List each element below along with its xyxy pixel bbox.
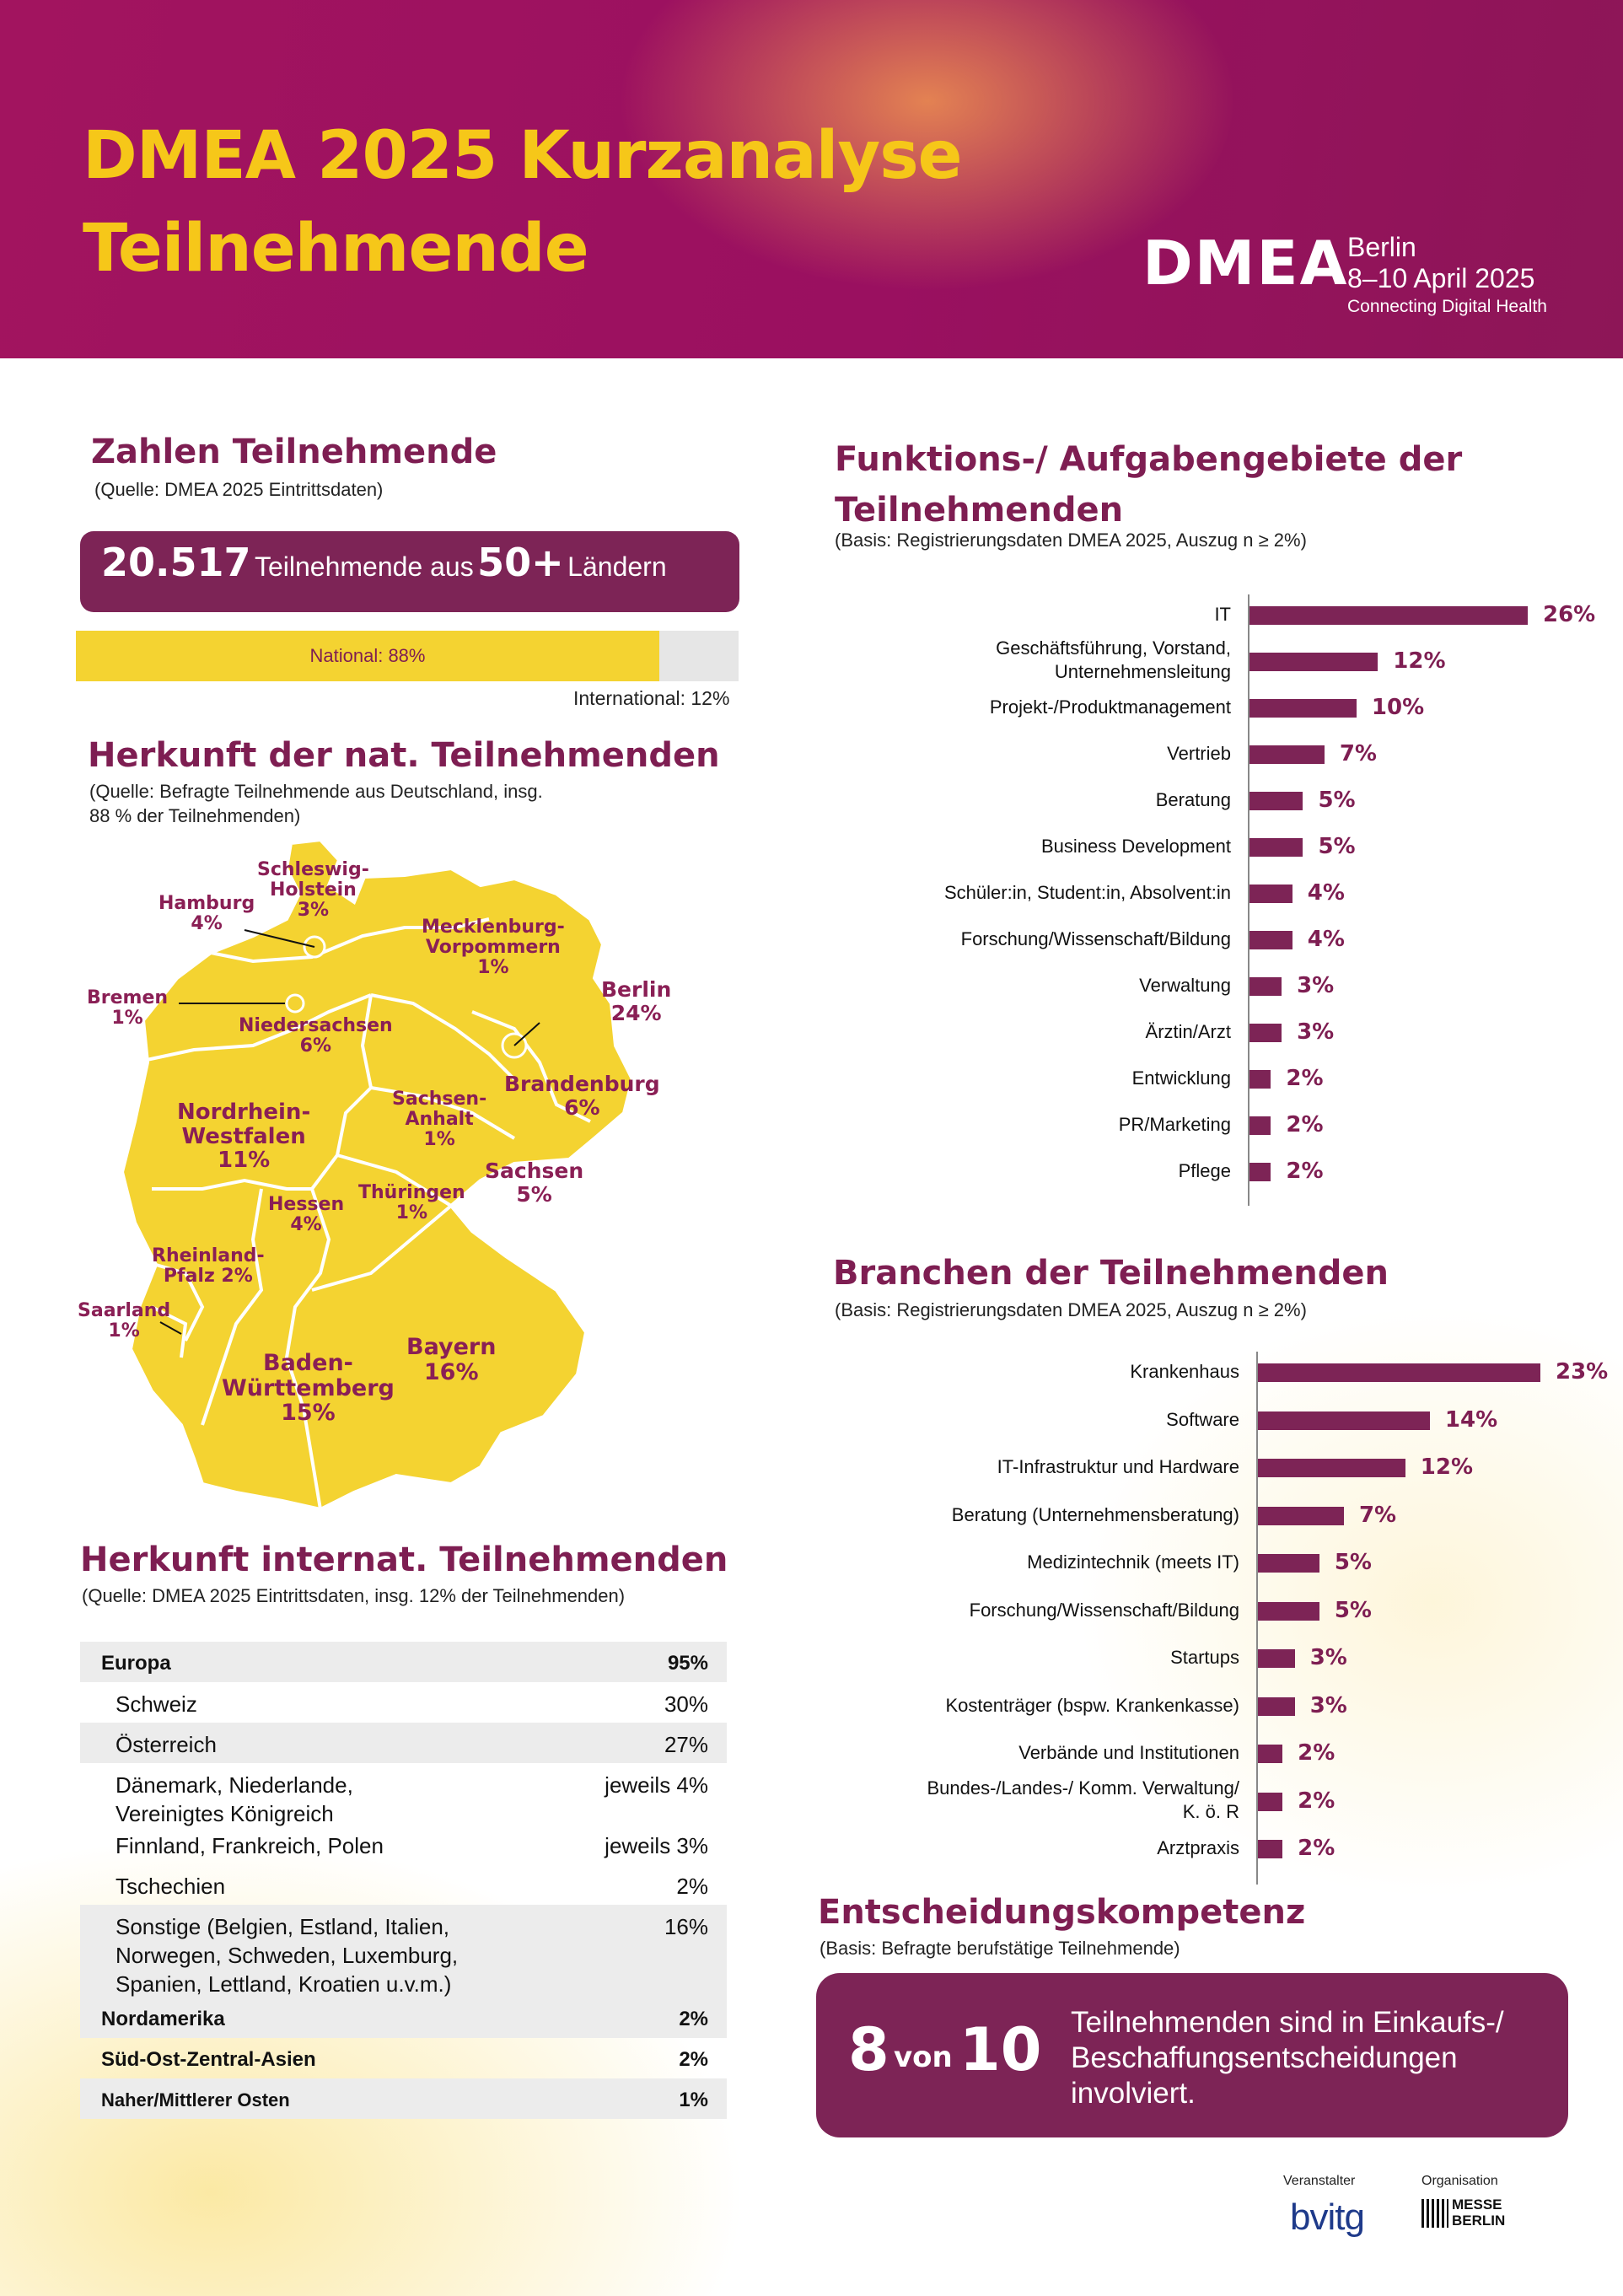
- state-label-bremen: Bremen 1%: [87, 987, 169, 1030]
- state-label-baden-wuerttemberg: Baden- Württemberg 15%: [222, 1350, 395, 1427]
- bar: [1258, 1554, 1319, 1573]
- row-value: 30%: [664, 1691, 708, 1717]
- bar: [1249, 745, 1325, 764]
- bar: [1249, 1024, 1282, 1042]
- row-value: 16%: [664, 1914, 708, 1939]
- bar-category-label: Medizintechnik (meets IT): [1027, 1551, 1239, 1573]
- bar: [1249, 885, 1292, 903]
- page-title-line2: Teilnehmende: [83, 211, 588, 287]
- table-row-finnland-frankreich-polen: [80, 1824, 727, 1864]
- bar-category-label: IT-Infrastruktur und Hardware: [997, 1456, 1239, 1477]
- bar-value-label: 10%: [1371, 695, 1425, 720]
- bar-category-label: Entwicklung: [1131, 1067, 1231, 1089]
- chart-axis: [1256, 1352, 1258, 1885]
- state-label-saarland: Saarland 1%: [78, 1300, 171, 1342]
- bar-category-label: Beratung (Unternehmensberatung): [951, 1503, 1239, 1525]
- bar: [1258, 1459, 1405, 1477]
- bar-category-label: Krankenhaus: [1130, 1361, 1239, 1382]
- row-label: Europa: [101, 1652, 171, 1675]
- bar: [1258, 1697, 1295, 1716]
- bar-category-label: Business Development: [1040, 836, 1231, 857]
- bar-value-label: 23%: [1556, 1359, 1609, 1385]
- row-value: 2%: [679, 2048, 708, 2071]
- participants-total-box: [80, 531, 739, 612]
- table-row-europa: [80, 1642, 727, 1682]
- bar-category-label: Beratung: [1155, 789, 1231, 810]
- bar: [1258, 1363, 1540, 1382]
- row-value: jeweils 3%: [605, 1833, 708, 1858]
- bar: [1249, 1070, 1271, 1089]
- bar-value-label: 12%: [1393, 648, 1446, 674]
- bremen-marker: [287, 995, 304, 1012]
- bar-category-label: Verbände und Institutionen: [1018, 1742, 1239, 1763]
- decision-von: von: [894, 2041, 953, 2074]
- state-label-nordrhein-westfalen: Nordrhein- Westfalen 11%: [177, 1100, 311, 1174]
- bar: [1249, 699, 1357, 718]
- organisation-label: Organisation: [1421, 2174, 1498, 2188]
- bar-value-label: 4%: [1307, 927, 1345, 952]
- row-label: Süd-Ost-Zentral-Asien: [101, 2048, 316, 2071]
- bar: [1258, 1649, 1295, 1668]
- state-label-sachsen: Sachsen 5%: [485, 1159, 584, 1207]
- bar-category-label: Bundes-/Landes-/ Komm. Verwaltung/ K. ö. R: [927, 1777, 1239, 1822]
- table-row-daenemark-niederlande-uk: [80, 1763, 727, 1824]
- bar: [1258, 1745, 1282, 1763]
- event-dates: 8–10 April 2025: [1347, 263, 1535, 293]
- functions-title-1: Funktions-/ Aufgabengebiete der Teilnehmenden: [835, 440, 1463, 530]
- decision-num2: 10: [959, 2015, 1042, 2084]
- bar: [1258, 1411, 1430, 1430]
- messe-berlin-logo-mark: [1421, 2199, 1448, 2228]
- row-value: 95%: [667, 1652, 708, 1675]
- bar: [1249, 1116, 1271, 1135]
- bar: [1249, 1163, 1271, 1181]
- state-label-niedersachsen: Niedersachsen 6%: [239, 1015, 393, 1057]
- bar: [1249, 792, 1303, 810]
- organizer-label: Veranstalter: [1283, 2174, 1356, 2188]
- bar-category-label: Projekt-/Produktmanagement: [989, 696, 1231, 718]
- bar-value-label: 26%: [1543, 602, 1596, 627]
- table-row-tschechien: [80, 1864, 727, 1905]
- bar-category-label: Schüler:in, Student:in, Absolvent:in: [944, 882, 1231, 903]
- bar-value-label: 3%: [1297, 1019, 1335, 1045]
- page-title-line1: DMEA 2025 Kurzanalyse: [83, 118, 962, 194]
- bar-value-label: 7%: [1358, 1502, 1397, 1528]
- international-origin-title: Herkunft internat. Teilnehmenden: [80, 1541, 728, 1579]
- international-origin-source: (Quelle: DMEA 2025 Eintrittsdaten, insg. 12% der Teilnehmenden): [82, 1585, 626, 1606]
- table-row-oesterreich: [80, 1723, 727, 1763]
- national-international-bar: [76, 631, 739, 681]
- state-label-hessen: Hessen 4%: [268, 1194, 345, 1236]
- international-label: International: 12%: [573, 687, 730, 709]
- participants-title: Zahlen Teilnehmende: [91, 433, 497, 471]
- national-label: National: 88%: [309, 645, 426, 666]
- bar-value-label: 2%: [1286, 1066, 1324, 1091]
- state-label-hamburg: Hamburg 4%: [159, 893, 255, 935]
- organizer-logo: bvitg: [1290, 2197, 1364, 2238]
- state-label-rheinland-pfalz: Rheinland- Pfalz 2%: [152, 1245, 265, 1288]
- participants-total-text: Teilnehmende aus: [254, 551, 474, 582]
- bar-value-label: 14%: [1444, 1406, 1498, 1433]
- bar: [1249, 606, 1528, 625]
- state-label-thueringen: Thüringen 1%: [358, 1182, 465, 1224]
- bar-value-label: 3%: [1309, 1645, 1347, 1670]
- row-value: 1%: [679, 2089, 708, 2111]
- row-value: 2%: [676, 1874, 708, 1899]
- decision-num1: 8: [848, 2015, 889, 2084]
- bar: [1258, 1840, 1282, 1858]
- row-label: Tschechien: [116, 1874, 226, 1899]
- bar: [1258, 1793, 1282, 1811]
- table-row-nordamerika: [80, 1998, 727, 2038]
- bar-value-label: 2%: [1298, 1740, 1335, 1766]
- participants-countries-text: Ländern: [567, 551, 667, 582]
- bar-category-label: Software: [1166, 1408, 1239, 1430]
- table-row-sued-ost-zentral-asien: [80, 2038, 727, 2078]
- organisation-line2: BERLIN: [1452, 2213, 1506, 2229]
- event-city: Berlin: [1347, 232, 1416, 262]
- bar-value-label: 5%: [1334, 1597, 1372, 1623]
- bar-value-label: 12%: [1420, 1454, 1474, 1480]
- bar: [1258, 1602, 1319, 1621]
- row-value: 2%: [679, 2008, 708, 2030]
- bar-category-label: Forschung/Wissenschaft/Bildung: [960, 928, 1231, 949]
- row-label: Dänemark, Niederlande, Vereinigtes Königreich: [116, 1772, 353, 1826]
- functions-subtitle: (Basis: Registrierungsdaten DMEA 2025, Auszug n ≥ 2%): [835, 530, 1307, 551]
- participants-source: (Quelle: DMEA 2025 Eintrittsdaten): [94, 479, 384, 500]
- row-label: Schweiz: [116, 1691, 197, 1717]
- table-row-sonstige: [80, 1905, 727, 1998]
- bar-category-label: IT: [1214, 604, 1231, 625]
- national-origin-source-1: (Quelle: Befragte Teilnehmende aus Deutschland, insg.: [89, 781, 543, 802]
- bar: [1249, 977, 1282, 996]
- row-label: Österreich: [116, 1732, 217, 1757]
- bar-category-label: Pflege: [1178, 1160, 1231, 1181]
- bar-value-label: 5%: [1334, 1550, 1372, 1575]
- bar-value-label: 4%: [1307, 880, 1345, 906]
- bar-value-label: 5%: [1318, 788, 1356, 813]
- bar-value-label: 5%: [1318, 834, 1356, 859]
- industries-subtitle: (Basis: Registrierungsdaten DMEA 2025, Auszug n ≥ 2%): [835, 1299, 1307, 1320]
- bar-category-label: Vertrieb: [1167, 743, 1231, 764]
- state-label-sachsen-anhalt: Sachsen- Anhalt 1%: [392, 1089, 487, 1151]
- table-row-naher-mittlerer-osten: [80, 2078, 727, 2119]
- header-banner: [0, 0, 1623, 358]
- bar-value-label: 2%: [1286, 1159, 1324, 1184]
- row-label: Sonstige (Belgien, Estland, Italien, Norwegen, Schweden, Luxemburg, Spanien, Lettland, Kroatien u.v.m.): [116, 1914, 459, 1997]
- row-label: Finnland, Frankreich, Polen: [116, 1833, 384, 1858]
- bar: [1249, 931, 1292, 949]
- organisation-line1: MESSE: [1452, 2197, 1502, 2213]
- bar: [1249, 653, 1378, 671]
- row-label: Nordamerika: [101, 2008, 225, 2030]
- participants-total: 20.517: [101, 540, 251, 585]
- bar-value-label: 2%: [1298, 1836, 1335, 1861]
- state-label-brandenburg: Brandenburg 6%: [504, 1072, 660, 1120]
- bar-category-label: Arztpraxis: [1157, 1837, 1239, 1858]
- bar-value-label: 7%: [1339, 741, 1377, 766]
- chart-axis: [1248, 594, 1249, 1206]
- bar-value-label: 2%: [1298, 1788, 1335, 1814]
- bar-category-label: Startups: [1170, 1647, 1239, 1668]
- bar-category-label: Ärztin/Arzt: [1145, 1021, 1231, 1042]
- bar-value-label: 2%: [1286, 1112, 1324, 1137]
- national-origin-source-2: 88 % der Teilnehmenden): [89, 805, 301, 826]
- bar-category-label: Geschäftsführung, Vorstand, Unternehmensleitung: [996, 637, 1231, 682]
- row-value: jeweils 4%: [605, 1772, 708, 1798]
- event-tagline: Connecting Digital Health: [1347, 297, 1547, 316]
- state-label-schleswig-holstein: Schleswig- Holstein 3%: [257, 859, 369, 922]
- decision-text: Teilnehmenden sind in Einkaufs-/ Beschaffungsentscheidungen involviert.: [1071, 2006, 1504, 2110]
- state-label-bayern: Bayern 16%: [406, 1334, 497, 1385]
- participants-countries: 50+: [477, 540, 564, 585]
- decision-title: Entscheidungskompetenz: [818, 1893, 1306, 1932]
- decision-box: [816, 1973, 1568, 2137]
- state-label-berlin: Berlin 24%: [601, 977, 672, 1025]
- decision-source: (Basis: Befragte berufstätige Teilnehmende): [820, 1938, 1180, 1959]
- bar-category-label: Verwaltung: [1139, 975, 1231, 996]
- row-label: Naher/Mittlerer Osten: [101, 2089, 290, 2110]
- bar-value-label: 3%: [1297, 973, 1335, 998]
- bar-category-label: PR/Marketing: [1118, 1114, 1231, 1135]
- dmea-logo: DMEA: [1142, 228, 1349, 298]
- national-origin-title: Herkunft der nat. Teilnehmenden: [88, 736, 720, 775]
- bar: [1258, 1507, 1344, 1525]
- bar: [1249, 838, 1303, 857]
- table-row-schweiz: [80, 1682, 727, 1723]
- row-value: 27%: [664, 1732, 708, 1757]
- industries-title: Branchen der Teilnehmenden: [833, 1254, 1389, 1293]
- bar-category-label: Kostenträger (bspw. Krankenkasse): [945, 1694, 1239, 1716]
- state-label-mecklenburg-vorpommern: Mecklenburg- Vorpommern 1%: [422, 917, 565, 979]
- bar-value-label: 3%: [1309, 1692, 1347, 1718]
- bar-category-label: Forschung/Wissenschaft/Bildung: [969, 1599, 1239, 1621]
